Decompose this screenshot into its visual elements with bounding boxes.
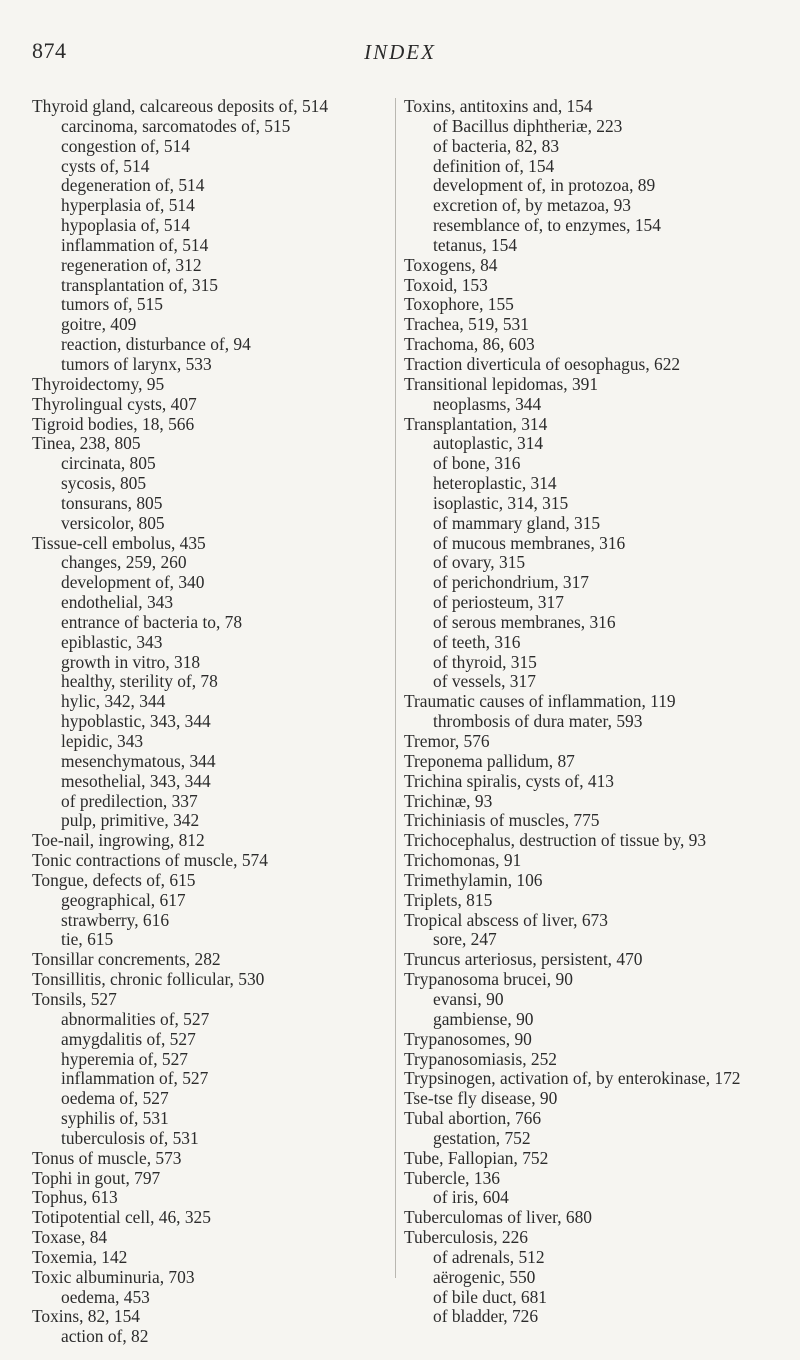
index-subentry: definition of, 154 <box>433 155 555 176</box>
index-entry: Tonsils, 527 <box>32 988 117 1009</box>
index-subentry: oedema, 453 <box>61 1286 150 1307</box>
index-entry: Treponema pallidum, 87 <box>404 750 575 771</box>
index-entry: Tissue-cell embolus, 435 <box>32 532 206 553</box>
index-subentry: versicolor, 805 <box>61 512 165 533</box>
index-subentry: reaction, disturbance of, 94 <box>61 334 251 355</box>
index-entry: Tubercle, 136 <box>404 1167 500 1188</box>
index-subentry: sycosis, 805 <box>61 473 147 494</box>
index-subentry: entrance of bacteria to, 78 <box>61 611 243 632</box>
index-subentry: action of, 82 <box>61 1326 149 1347</box>
index-subentry: development of, 340 <box>61 572 205 593</box>
index-subentry: of bile duct, 681 <box>433 1286 547 1307</box>
index-entry: Toe-nail, ingrowing, 812 <box>32 830 205 851</box>
index-entry: Toxemia, 142 <box>32 1246 128 1267</box>
index-entry: Toxic albuminuria, 703 <box>32 1266 195 1287</box>
index-entry: Toxogens, 84 <box>404 254 498 275</box>
index-subentry: geographical, 617 <box>61 889 186 910</box>
index-subentry: degeneration of, 514 <box>61 175 205 196</box>
index-entry: Transplantation, 314 <box>404 413 548 434</box>
index-entry: Truncus arteriosus, persistent, 470 <box>404 949 643 970</box>
index-subentry: hyperplasia of, 514 <box>61 195 195 216</box>
index-subentry: development of, in protozoa, 89 <box>433 175 656 196</box>
index-subentry: thrombosis of dura mater, 593 <box>433 711 643 732</box>
index-entry: Tonic contractions of muscle, 574 <box>32 850 268 871</box>
index-subentry: of thyroid, 315 <box>433 651 537 672</box>
index-subentry: oedema of, 527 <box>61 1088 169 1109</box>
index-entry: Tremor, 576 <box>404 731 490 751</box>
index-subentry: autoplastic, 314 <box>433 433 544 454</box>
index-entry: Tongue, defects of, 615 <box>32 869 196 890</box>
index-entry: Trichinæ, 93 <box>404 790 493 811</box>
index-subentry: lepidic, 343 <box>61 731 144 751</box>
index-subentry: gestation, 752 <box>433 1127 531 1148</box>
index-entry: Thyrolingual cysts, 407 <box>32 393 197 414</box>
index-entry: Traumatic causes of inflammation, 119 <box>404 691 676 712</box>
index-entry: Tuberculomas of liver, 680 <box>404 1207 593 1228</box>
index-subentry: of bone, 316 <box>433 453 521 474</box>
index-subentry: hypoblastic, 343, 344 <box>61 711 211 732</box>
index-subentry: tonsurans, 805 <box>61 492 163 513</box>
index-subentry: of vessels, 317 <box>433 671 536 692</box>
index-entry: Toxoid, 153 <box>404 274 488 295</box>
index-entry: Toxins, antitoxins and, 154 <box>404 96 593 116</box>
index-subentry: healthy, sterility of, 78 <box>61 671 218 692</box>
index-column-right <box>404 97 776 1327</box>
index-subentry: evansi, 90 <box>433 988 504 1009</box>
index-subentry: inflammation of, 514 <box>61 234 209 255</box>
index-entry: Traction diverticula of oesophagus, 622 <box>404 353 681 374</box>
running-head: INDEX <box>364 40 436 64</box>
index-subentry: carcinoma, sarcomatodes of, 515 <box>61 115 291 136</box>
index-entry: Trichomonas, 91 <box>404 850 522 871</box>
index-entry: Triplets, 815 <box>404 889 493 910</box>
index-entry: Trimethylamin, 106 <box>404 869 543 890</box>
index-subentry: of Bacillus diphtheriæ, 223 <box>433 115 623 136</box>
index-subentry: abnormalities of, 527 <box>61 1008 210 1029</box>
index-entry: Toxase, 84 <box>32 1227 108 1248</box>
index-subentry: tie, 615 <box>61 929 114 950</box>
index-subentry: gambiense, 90 <box>433 1008 534 1029</box>
index-subentry: of serous membranes, 316 <box>433 611 616 632</box>
index-subentry: cysts of, 514 <box>61 155 150 176</box>
index-subentry: isoplastic, 314, 315 <box>433 492 569 513</box>
index-subentry: heteroplastic, 314 <box>433 473 557 494</box>
index-subentry: mesenchymatous, 344 <box>61 750 216 771</box>
index-subentry: endothelial, 343 <box>61 592 174 613</box>
index-subentry: syphilis of, 531 <box>61 1108 169 1129</box>
index-subentry: growth in vitro, 318 <box>61 651 201 672</box>
index-entry: Thyroid gland, calcareous deposits of, 514 <box>32 96 329 116</box>
index-entry: Tube, Fallopian, 752 <box>404 1147 549 1168</box>
index-subentry: strawberry, 616 <box>61 909 170 930</box>
index-entry: Trypsinogen, activation of, by enterokinase, 172 <box>404 1068 741 1089</box>
index-entry: Trachea, 519, 531 <box>404 314 529 335</box>
index-subentry: mesothelial, 343, 344 <box>61 770 211 791</box>
index-entry: Tophi in gout, 797 <box>32 1167 161 1188</box>
index-subentry: epiblastic, 343 <box>61 631 163 652</box>
index-subentry: neoplasms, 344 <box>433 393 542 414</box>
index-subentry: regeneration of, 312 <box>61 254 202 275</box>
index-subentry: transplantation of, 315 <box>61 274 218 295</box>
index-entry: Totipotential cell, 46, 325 <box>32 1207 211 1228</box>
index-subentry: circinata, 805 <box>61 453 156 474</box>
index-subentry: tumors of larynx, 533 <box>61 353 212 374</box>
index-subentry: sore, 247 <box>433 929 497 950</box>
index-column-left <box>32 97 396 1347</box>
index-subentry: hylic, 342, 344 <box>61 691 166 712</box>
index-subentry: hypoplasia of, 514 <box>61 215 190 236</box>
index-subentry: changes, 259, 260 <box>61 552 187 573</box>
index-entry: Trichiniasis of muscles, 775 <box>404 810 600 831</box>
index-subentry: tumors of, 515 <box>61 294 163 315</box>
index-subentry: of adrenals, 512 <box>433 1246 545 1267</box>
index-entry: Thyroidectomy, 95 <box>32 373 165 394</box>
index-entry: Tinea, 238, 805 <box>32 433 141 454</box>
index-entry: Tigroid bodies, 18, 566 <box>32 413 195 434</box>
index-entry: Tuberculosis, 226 <box>404 1227 529 1248</box>
index-subentry: excretion of, by metazoa, 93 <box>433 195 631 216</box>
index-subentry: of perichondrium, 317 <box>433 572 589 593</box>
index-subentry: inflammation of, 527 <box>61 1068 209 1089</box>
index-subentry: aërogenic, 550 <box>433 1266 536 1287</box>
index-subentry: tetanus, 154 <box>433 234 518 255</box>
index-subentry: congestion of, 514 <box>61 135 190 156</box>
index-entry: Tropical abscess of liver, 673 <box>404 909 608 930</box>
index-subentry: of ovary, 315 <box>433 552 526 573</box>
index-entry: Trypanosomiasis, 252 <box>404 1048 557 1069</box>
index-subentry: of predilection, 337 <box>61 790 198 811</box>
index-entry: Tonus of muscle, 573 <box>32 1147 182 1168</box>
index-entry: Toxophore, 155 <box>404 294 514 315</box>
index-subentry: of bladder, 726 <box>433 1306 539 1327</box>
index-entry: Trichina spiralis, cysts of, 413 <box>404 770 614 791</box>
index-entry: Tophus, 613 <box>32 1187 118 1208</box>
index-entry: Trichocephalus, destruction of tissue by, 93 <box>404 830 707 851</box>
index-entry: Trypanosoma brucei, 90 <box>404 969 573 990</box>
index-subentry: of periosteum, 317 <box>433 592 564 613</box>
index-subentry: of mucous membranes, 316 <box>433 532 626 553</box>
index-subentry: hyperemia of, 527 <box>61 1048 189 1069</box>
index-subentry: resemblance of, to enzymes, 154 <box>433 215 661 236</box>
index-entry: Transitional lepidomas, 391 <box>404 373 599 394</box>
index-entry: Tubal abortion, 766 <box>404 1108 542 1129</box>
index-subentry: amygdalitis of, 527 <box>61 1028 196 1049</box>
index-subentry: of iris, 604 <box>433 1187 509 1208</box>
index-entry: Tonsillitis, chronic follicular, 530 <box>32 969 265 990</box>
index-subentry: pulp, primitive, 342 <box>61 810 200 831</box>
index-entry: Trypanosomes, 90 <box>404 1028 532 1049</box>
index-subentry: of bacteria, 82, 83 <box>433 135 560 156</box>
index-subentry: tuberculosis of, 531 <box>61 1127 199 1148</box>
page-number: 874 <box>32 38 67 63</box>
index-subentry: of mammary gland, 315 <box>433 512 601 533</box>
index-subentry: of teeth, 316 <box>433 631 521 652</box>
column-divider <box>395 98 396 1278</box>
index-entry: Tse-tse fly disease, 90 <box>404 1088 558 1109</box>
index-subentry: goitre, 409 <box>61 314 137 335</box>
index-entry: Tonsillar concrements, 282 <box>32 949 221 970</box>
index-entry: Trachoma, 86, 603 <box>404 334 535 355</box>
index-entry: Toxins, 82, 154 <box>32 1306 140 1327</box>
